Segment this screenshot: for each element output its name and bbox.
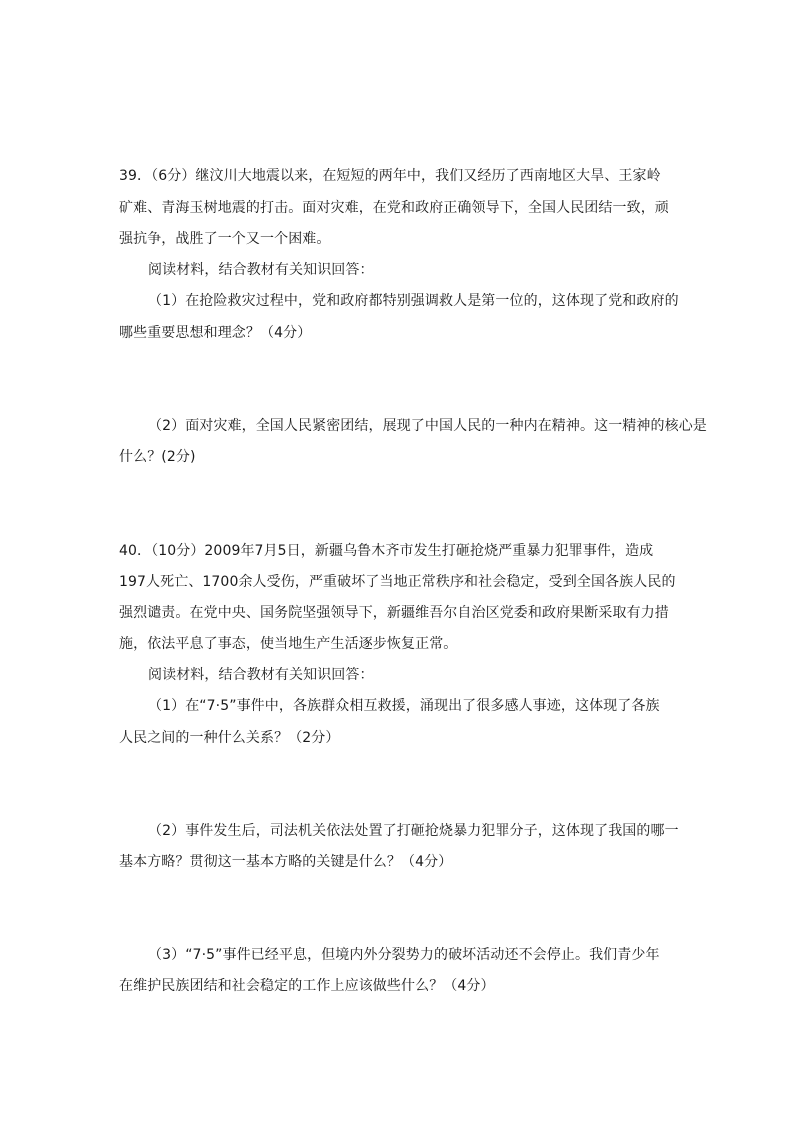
- q40-stem-line-4: 施，依法平息了事态，使当地生产生活逐步恢复正常。: [119, 636, 458, 652]
- q39-stem-line-2: 矿难、青海玉树地震的打击。面对灾难，在党和政府正确领导下，全国人民团结一致，顽: [119, 200, 669, 216]
- q39-instruction: 阅读材料，结合教材有关知识回答：: [148, 262, 374, 278]
- q39-sub1-line-2: 哪些重要思想和理念？（4分）: [119, 325, 312, 341]
- q39-sub2-line-1: （2）面对灾难，全国人民紧密团结，展现了中国人民的一种内在精神。这一精神的核心是: [148, 418, 707, 434]
- q40-sub1-line-2: 人民之间的一种什么关系？（2分）: [119, 730, 340, 746]
- q40-sub1-line-1: （1）在“7·5”事件中，各族群众相互救援，涌现出了很多感人事迹，这体现了各族: [148, 698, 660, 714]
- q40-stem-line-1: 40．（10分）2009年7月5日，新疆乌鲁木齐市发生打砸抢烧严重暴力犯罪事件，造成: [119, 543, 654, 559]
- q39-stem-line-1: 39．（6分）继汶川大地震以来，在短短的两年中，我们又经历了西南地区大旱、王家岭: [119, 168, 661, 184]
- q40-stem-line-2: 197人死亡、1700余人受伤，严重破坏了当地正常秩序和社会稳定，受到全国各族人民的: [119, 574, 676, 590]
- q40-sub3-line-2: 在维护民族团结和社会稳定的工作上应该做些什么？（4分）: [119, 978, 495, 994]
- q40-sub3-line-1: （3）“7·5”事件已经平息，但境内外分裂势力的破坏活动还不会停止。我们青少年: [148, 947, 660, 963]
- q39-sub2-line-2: 什么？(2分): [119, 449, 196, 465]
- q40-sub2-line-2: 基本方略？贯彻这一基本方略的关键是什么？（4分）: [119, 854, 453, 870]
- q40-sub2-line-1: （2）事件发生后，司法机关依法处置了打砸抢烧暴力犯罪分子，这体现了我国的哪一: [148, 823, 679, 839]
- q40-stem-line-3: 强烈谴责。在党中央、国务院坚强领导下，新疆维吾尔自治区党委和政府果断采取有力措: [119, 605, 669, 621]
- q39-sub1-line-1: （1）在抢险救灾过程中，党和政府都特别强调救人是第一位的，这体现了党和政府的: [148, 293, 679, 309]
- q39-stem-line-3: 强抗争，战胜了一个又一个困难。: [119, 231, 331, 247]
- q40-instruction: 阅读材料，结合教材有关知识回答：: [148, 667, 374, 683]
